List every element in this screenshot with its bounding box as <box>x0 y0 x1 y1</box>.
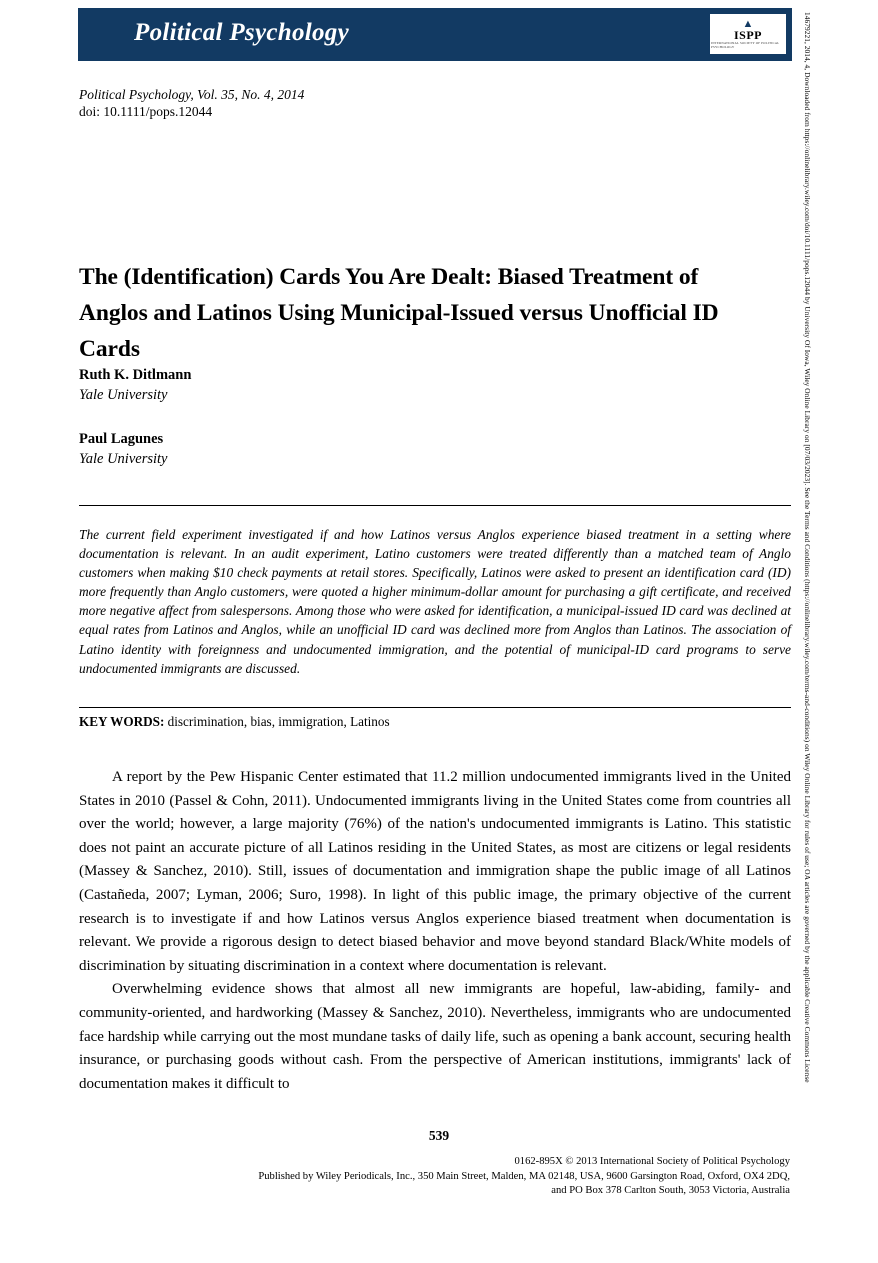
keywords-label: KEY WORDS: <box>79 714 165 729</box>
footer-line-2: Published by Wiley Periodicals, Inc., 350 Main Street, Malden, MA 02148, USA, 9600 Garsington Road, Oxford, OX4 2DQ, <box>258 1170 790 1182</box>
keywords-line <box>79 713 791 731</box>
author-affiliation: Yale University <box>79 387 168 403</box>
author-block-2 <box>79 429 579 469</box>
journal-citation: Political Psychology, Vol. 35, No. 4, 2014 <box>79 87 305 102</box>
rights-sidebar-text: 14679221, 2014, 4, Downloaded from https://onlinelibrary.wiley.com/doi/10.1111/pops.12044 by University Of Iowa, Wiley Online Library on [07/03/2023]. See the Terms and Conditions (https://onlinelibrary.wiley.com/terms-and-conditions) on Wiley Online Library for rules of use; OA articles are governed by the applicable Creative Commons License <box>803 12 812 1083</box>
author-name: Paul Lagunes <box>79 431 164 447</box>
page-number: 539 <box>428 1128 450 1143</box>
footer-copyright <box>170 1155 790 1199</box>
footer-line-3: and PO Box 378 Carlton South, 3053 Victoria, Australia <box>551 1185 790 1197</box>
journal-masthead <box>78 8 792 58</box>
keywords-values: discrimination, bias, immigration, Latinos <box>167 714 390 729</box>
ispp-logo-subtitle: INTERNATIONAL SOCIETY OF POLITICAL PSYCHOLOGY <box>711 41 780 49</box>
ispp-logo-name: ISPP <box>733 28 762 43</box>
ispp-emblem-icon: ▲ <box>742 18 754 31</box>
author-block-1 <box>79 365 579 405</box>
abstract-top-rule <box>79 505 791 506</box>
ispp-logo <box>710 14 786 54</box>
author-name: Ruth K. Ditlmann <box>79 367 192 383</box>
body-paragraph: Overwhelming evidence shows that almost all new immigrants are hopeful, law-abiding, family- and community-oriented, and hardworking (Massey & Sanchez, 2010). Nevertheless, immigrants who are undocumented face hardship while carrying out the most mundane tasks of daily life, such as opening a bank account, securing health insurance, or purchasing goods without cash. From the perspective of American institutions, immigrants' lack of documentation makes it difficult to <box>79 981 791 1092</box>
author-affiliation: Yale University <box>79 451 168 467</box>
article-body <box>79 766 791 1096</box>
body-paragraph: A report by the Pew Hispanic Center estimated that 11.2 million undocumented immigrants lived in the United States in 2010 (Passel & Cohn, 2011). Undocumented immigrants living in the United States come from countries all over the world; however, a large majority (76%) of the nation's undocumented immigrants is Latino. This statistic does not paint an accurate picture of all Latinos residing in the United States, as most are citizens or legal residents (Massey & Sanchez, 2010). Still, issues of documentation and immigration shape the public image of all Latinos (Castañeda, 2007; Lyman, 2006; Suro, 1998). In light of this public image, the primary objective of the current research is to investigate if and how Latinos versus Anglos experience biased treatment when documentation is relevant. We provide a rigorous design to detect biased behavior and move beyond standard Black/White models of discrimination by situating discrimination in a context where documentation is relevant. <box>79 769 791 974</box>
article-title: The (Identification) Cards You Are Dealt: Biased Treatment of Anglos and Latinos Using Municipal-Issued versus Unofficial ID Cards <box>79 263 719 362</box>
abstract-text: The current field experiment investigated if and how Latinos versus Anglos experience biased treatment in a setting where documentation is relevant. In an audit experiment, Latino customers were treated differently than a matched team of Anglo customers when making $10 check payments at retail stores. Specifically, Latinos were asked to present an identification card (ID) more frequently than Anglo customers, were quoted a higher minimum-dollar amount for purchasing a gift certificate, and received more negative affect from salespersons. Among those who were asked for identification, a municipal-issued ID card was declined at equal rates from Latinos and Anglos, while an unofficial ID card was declined more from Anglos than Latinos. The association of Latino identity with foreignness and undocumented immigration, and the potential of municipal-ID card programs to serve undocumented immigrants are discussed. <box>79 527 791 676</box>
doi-line[interactable]: doi: 10.1111/pops.12044 <box>79 104 213 119</box>
journal-title: Political Psychology <box>134 19 349 46</box>
footer-line-1: 0162-895X © 2013 International Society of Political Psychology <box>514 1156 790 1167</box>
masthead-rule <box>78 58 792 61</box>
abstract-bottom-rule <box>79 707 791 708</box>
